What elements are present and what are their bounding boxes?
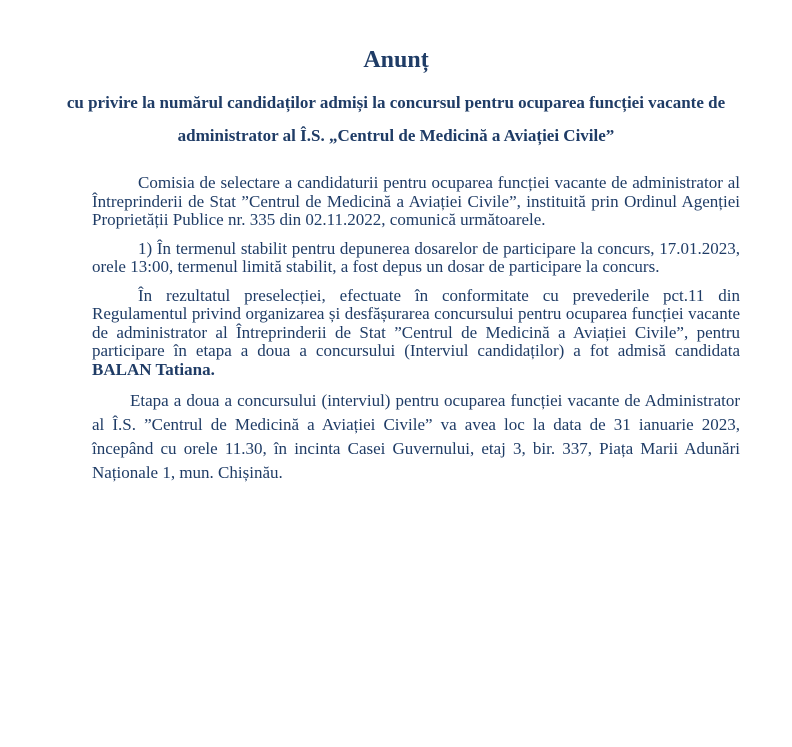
preselection-text: În rezultatul preselecției, efectuate în conformitate cu prevederile pct.11 din Regulamentul privind organizarea și desfășurarea concursului pentru ocuparea funcției vacante de administrator al Întreprinderii de Stat ”Centrul de Medicină a Aviației Civile”, pentru participare în etapa a doua a concursului (Interviul candidaților) a fot admisă candidata (92, 285, 740, 360)
paragraph-preselection (92, 287, 740, 380)
paragraph-deadline: 1) În termenul stabilit pentru depunerea dosarelor de participare la concurs, 17.01.2023, orele 13:00, termenul limită stabilit, a fost depus un dosar de participare la concurs. (92, 238, 740, 276)
document-title: Anunț (363, 47, 429, 73)
candidate-name: BALAN Tatiana. (92, 359, 215, 379)
paragraph-interview: Etapa a doua a concursului (interviul) pentru ocuparea funcției vacante de Administrator al Î.S. ”Centrul de Medicină a Aviației Civile” va avea loc la data de 31 ianuarie 2023, începând cu orele 11.30, în incinta Casei Guvernului, etaj 3, bir. 337, Piața Marii Adunări Naționale 1, mun. Chișinău. (92, 391, 740, 482)
document-body (92, 174, 740, 495)
document-subtitle: cu privire la numărul candidaților admiși la concursul pentru ocuparea funcției vacante de administrator al Î.S. „Centrul de Medicină a Aviației Civile” (66, 93, 726, 145)
paragraph-commission: Comisia de selectare a candidaturii pentru ocuparea funcției vacante de administrator al Întreprinderii de Stat ”Centrul de Medicină a Aviației Civile”, instituită prin Ordinul Agenției Proprietății Publice nr. 335 din 02.11.2022, comunică următoarele. (92, 173, 740, 229)
